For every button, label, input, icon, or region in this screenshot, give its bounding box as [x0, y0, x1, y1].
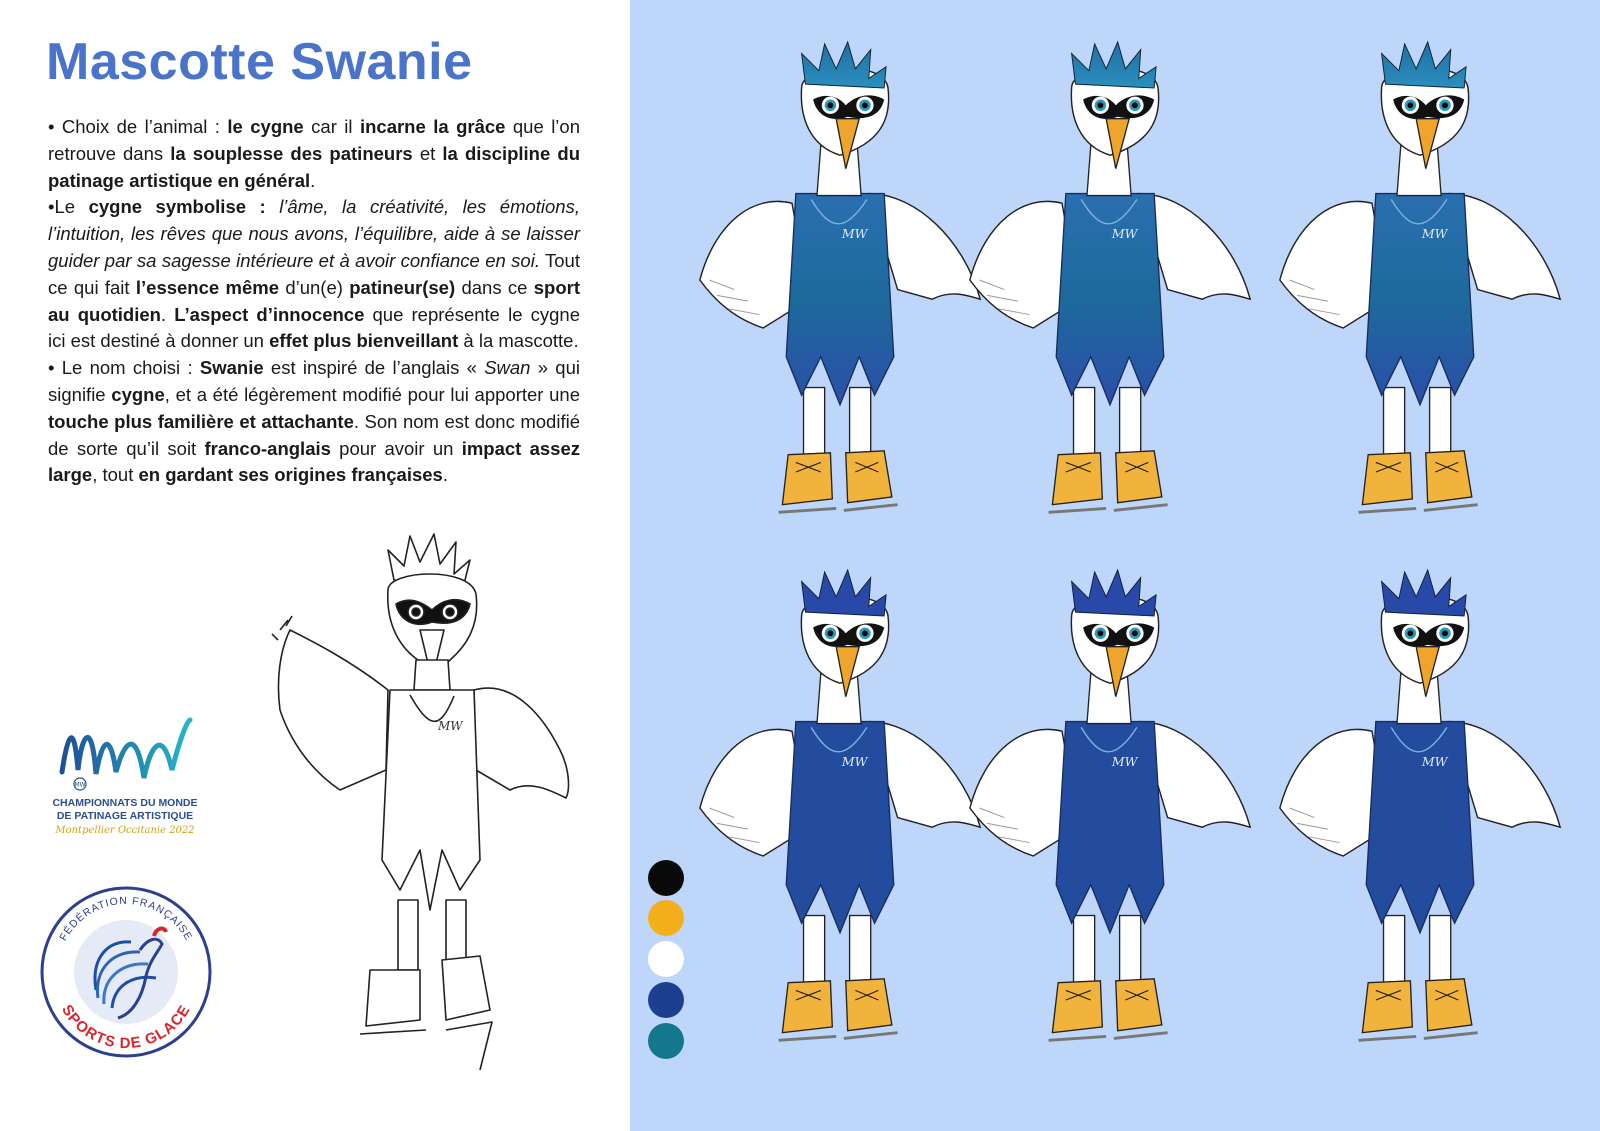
- swan-pose-3-flat: [1270, 568, 1570, 1048]
- paragraph-animal-choice: • Choix de l’animal : le cygne car il incarne la grâce que l’on retrouve dans la souplesse des patineurs et la discipline du patinage artistique en général.: [48, 116, 581, 191]
- ffsg-logo: [36, 880, 216, 1060]
- swan-pose-3-sparkle: [1270, 40, 1570, 520]
- swatch-black: [648, 860, 684, 896]
- championships-line-1: CHAMPIONNATS DU MONDE: [52, 797, 198, 809]
- page-title: Mascotte Swanie: [46, 33, 473, 91]
- ffsg-bottom-text: SPORTS DE GLACE: [58, 1001, 194, 1053]
- text-panel: [0, 0, 630, 1131]
- swan-pose-1-sparkle: [690, 40, 990, 520]
- swan-pose-1-flat: [690, 568, 990, 1048]
- swatch-dark-blue: [648, 982, 684, 1018]
- swatch-teal: [648, 1023, 684, 1059]
- championships-line-2: DE PATINAGE ARTISTIQUE: [56, 810, 194, 822]
- description: [48, 114, 580, 489]
- paragraph-name-origin: • Le nom choisi : Swanie est inspiré de l’anglais « Swan » qui signifie cygne, et a été légèrement modifié pour lui apporter une touche plus familière et attachante. Son nom est donc modifié de sorte qu’il soit franco-anglais pour avoir un impact assez large, tout en gardant ses origines françaises.: [48, 357, 580, 486]
- mw-monogram-icon: [40, 712, 210, 792]
- ffsg-top-text: FÉDÉRATION FRANÇAISE: [57, 894, 195, 943]
- world-championships-logo: [40, 712, 210, 836]
- mascot-line-sketch: [270, 530, 590, 1100]
- swan-pose-2-sparkle: [960, 40, 1260, 520]
- championships-location: Montpellier Occitanie 2022: [55, 825, 195, 836]
- swan-pose-2-flat: [960, 568, 1260, 1048]
- sketch-dress-monogram: MW: [438, 719, 463, 733]
- rooster-disc: [74, 920, 178, 1024]
- paragraph-symbolism: •Le cygne symbolise : l’âme, la créativité, les émotions, l’intuition, les rêves que nous avons, l’équilibre, aide à se laisser guider par sa sagesse intérieure et à avoir confiance en soi. Tout ce qui fait l’essence même d’un(e) patineur(se) dans ce sport au quotidien. L’aspect d’innocence que représente le cygne ici est destiné à donner un effet plus bienveillant à la mascotte.: [48, 196, 581, 352]
- swatch-white: [648, 941, 684, 977]
- mw-mark: MW: [74, 781, 86, 789]
- swatch-yellow: [648, 900, 684, 936]
